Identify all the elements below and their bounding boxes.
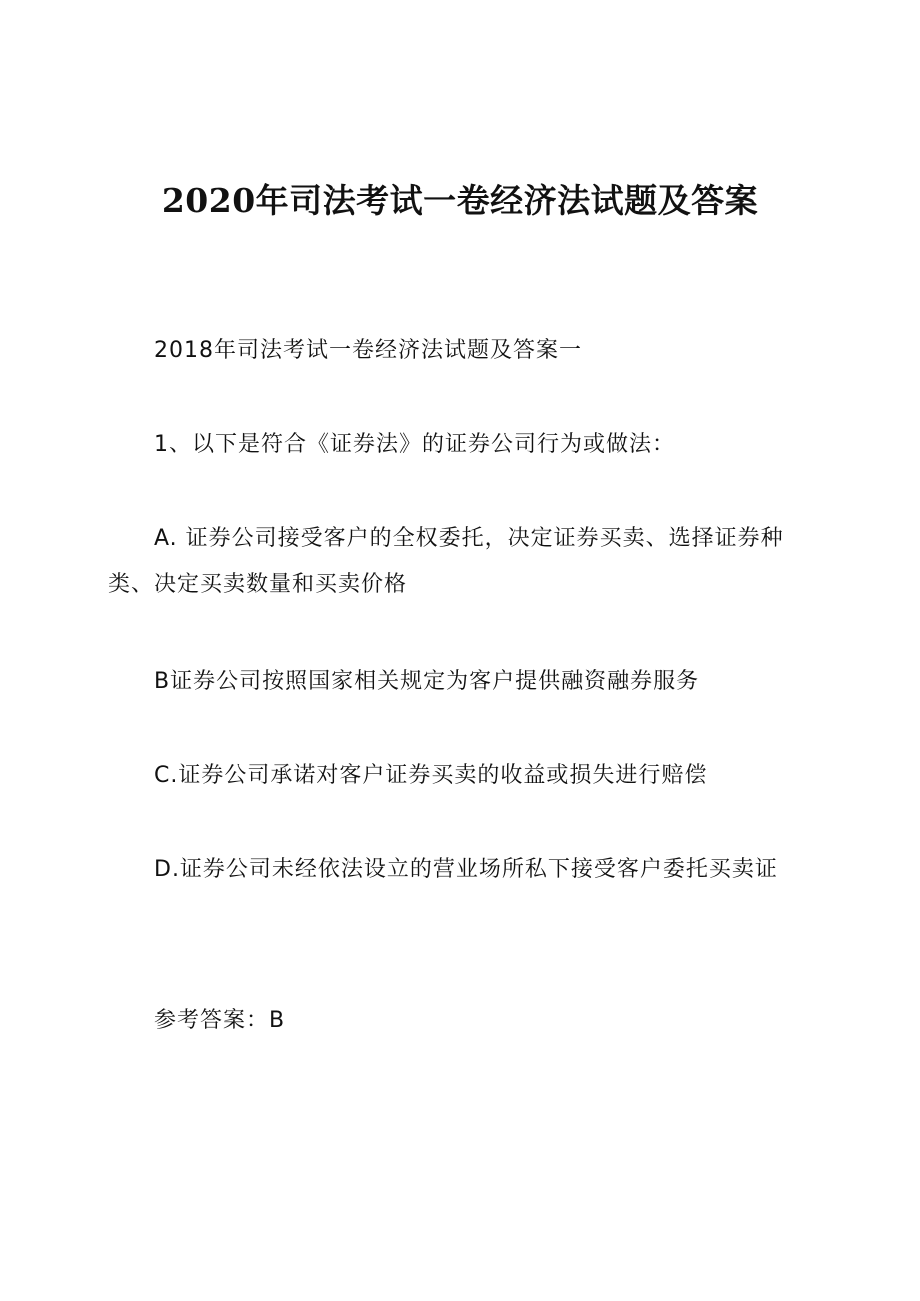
option-b: B证券公司按照国家相关规定为客户提供融资融券服务 [154, 669, 700, 694]
reference-answer: 参考答案：B [154, 1008, 286, 1033]
document-title: 2020年司法考试一卷经济法试题及答案 [161, 181, 759, 220]
option-d: D.证券公司未经依法设立的营业场所私下接受客户委托买卖证 [154, 857, 778, 882]
option-a: A. 证券公司接受客户的全权委托，决定证券买卖、选择证券种类、决定买卖数量和买卖价格 [108, 526, 784, 597]
option-c: C.证券公司承诺对客户证券买卖的收益或损失进行赔偿 [154, 763, 708, 788]
section-subtitle: 2018年司法考试一卷经济法试题及答案一 [154, 338, 582, 363]
question-text: 1、以下是符合《证券法》的证券公司行为或做法： [154, 432, 675, 457]
